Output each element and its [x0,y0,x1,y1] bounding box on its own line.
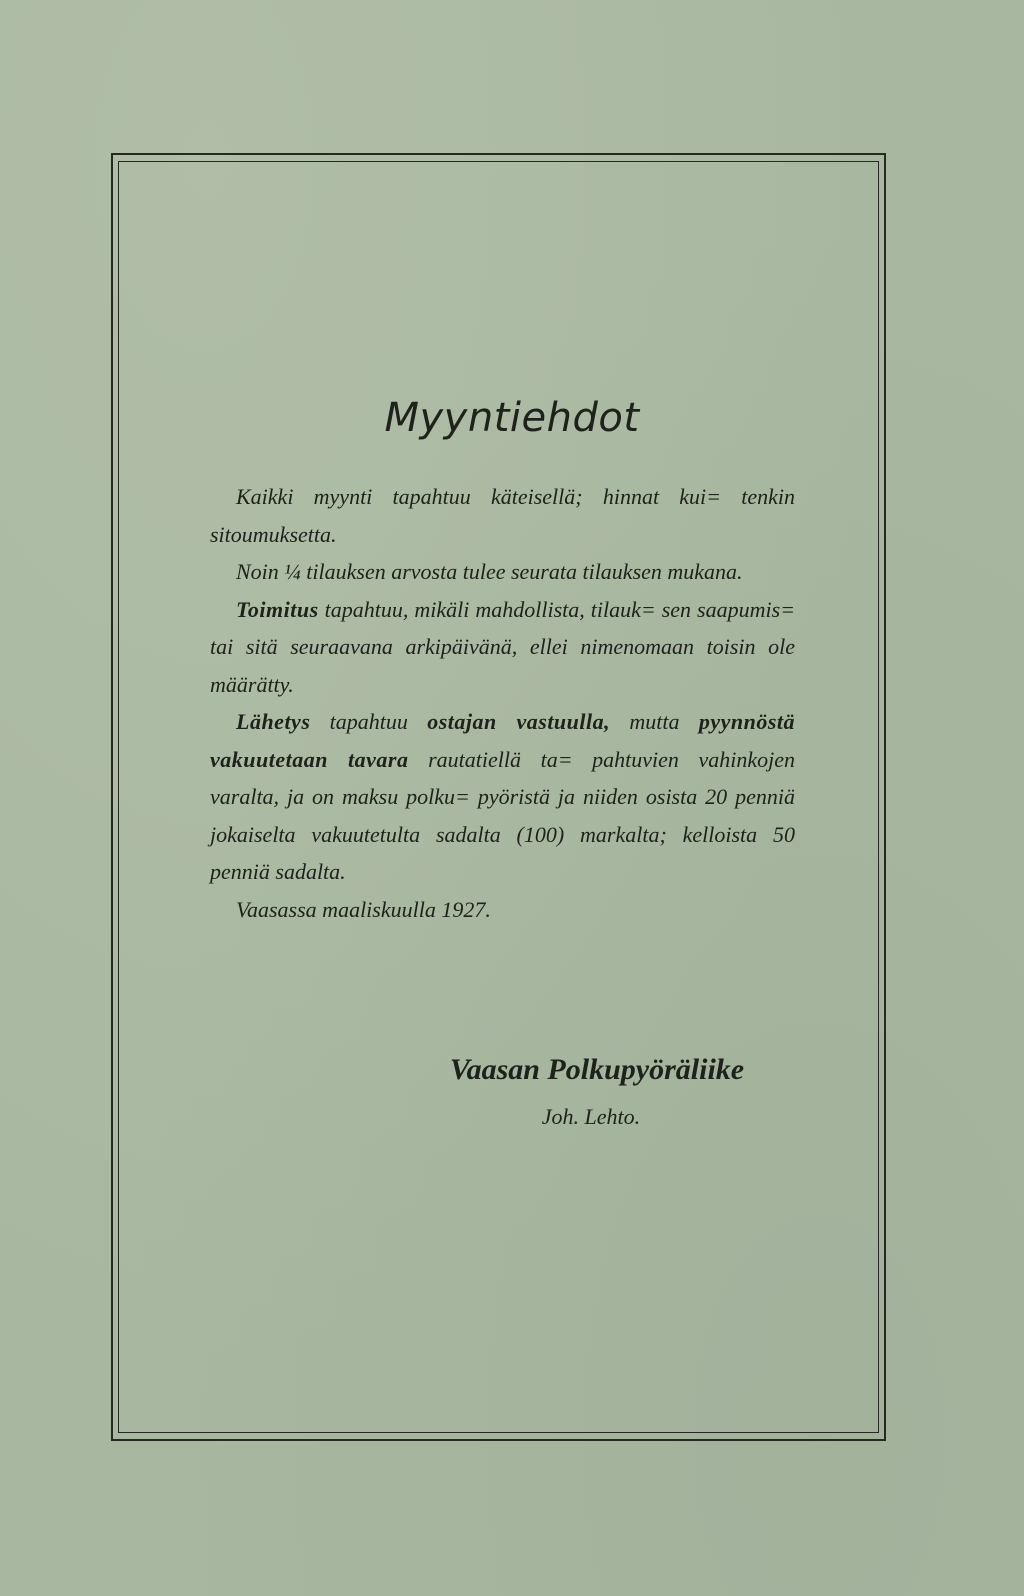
paragraph [210,891,795,929]
emphasis-text: ostajan vastuulla, [427,709,611,734]
emphasis-text: Toimitus [236,596,319,622]
emphasis-text: pyynnöstä vakuutetaan tavara [210,709,795,772]
paragraph [210,591,795,704]
paragraph [210,703,795,891]
paragraph-text: tapahtuu [310,709,428,734]
paragraph-text: Kaikki myynti tapahtuu käteisellä; hinnat kui= tenkin sitoumuksetta. [210,484,795,547]
terms-text [210,478,795,928]
page-title: Myyntiehdot [384,395,640,441]
paragraph-text: Noin ¼ tilauksen arvosta tulee seurata tilauksen mukana. [236,559,743,584]
owner-name: Joh. Lehto. [541,1104,641,1129]
paragraph [210,478,795,553]
emphasis-text: Lähetys [236,709,311,734]
paragraph-text: Vaasassa maaliskuulla 1927. [236,896,491,922]
paragraph [210,553,795,591]
paragraph-text: mutta [610,709,699,734]
paragraph-text: rautatiellä ta= pahtuvien vahinkojen varalta, ja on maksu polku= pyöristä ja niiden osista 20 penniä jokaiselta vakuutetulta sadalta (100) markalta; kelloista 50 penniä sadalta. [210,746,795,884]
paragraph-text: tapahtuu, mikäli mahdollista, tilauk= sen saapumis= tai sitä seuraavana arkipäivänä, ellei nimenomaan toisin ole määrätty. [210,596,795,697]
company-name: Vaasan Polkupyöräliike [449,1053,745,1086]
